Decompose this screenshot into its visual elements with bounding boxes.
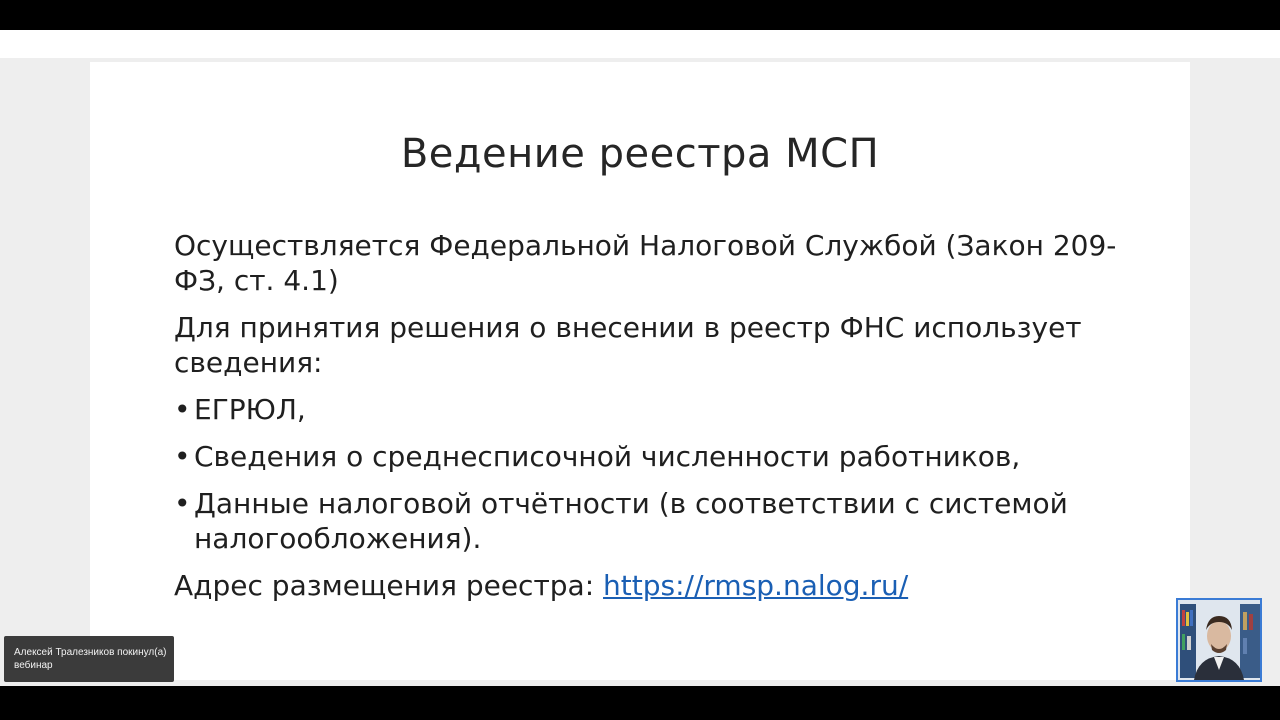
list-item: [174, 486, 1134, 556]
presenter-video-tile[interactable]: [1176, 598, 1262, 682]
slide-paragraph-decision: Для принятия решения о внесении в реестр ФНС использует сведения:: [174, 311, 1082, 379]
participant-left-notification: Алексей Тралезников покинул(а) вебинар: [4, 636, 174, 682]
slide-address-line: [174, 568, 1134, 603]
address-label: Адрес размещения реестра:: [174, 569, 604, 602]
slide-body: [174, 228, 1134, 615]
bullet-icon: •: [174, 393, 191, 426]
bullet-text: Данные налоговой отчётности (в соответствии с системой налогообложения).: [194, 487, 1068, 555]
bullet-text: Сведения о среднесписочной численности работников,: [194, 440, 1021, 473]
list-item: [174, 439, 1134, 474]
top-black-bar: [0, 0, 1280, 30]
slide-paragraph-fns: Осуществляется Федеральной Налоговой Службой (Закон 209-ФЗ, ст. 4.1): [174, 229, 1117, 297]
slide-bullet-list: [174, 392, 1134, 556]
list-item: [174, 392, 1134, 427]
bullet-text: ЕГРЮЛ,: [194, 393, 306, 426]
bottom-black-bar: [0, 686, 1280, 720]
bullet-icon: •: [174, 487, 191, 520]
presenter-avatar: [1178, 600, 1260, 680]
slide-title: Ведение реестра МСП: [400, 131, 880, 177]
top-white-strip: [0, 30, 1280, 58]
bullet-icon: •: [174, 440, 191, 473]
registry-link[interactable]: https://rmsp.nalog.ru/: [603, 569, 909, 602]
presentation-slide: [90, 62, 1190, 680]
